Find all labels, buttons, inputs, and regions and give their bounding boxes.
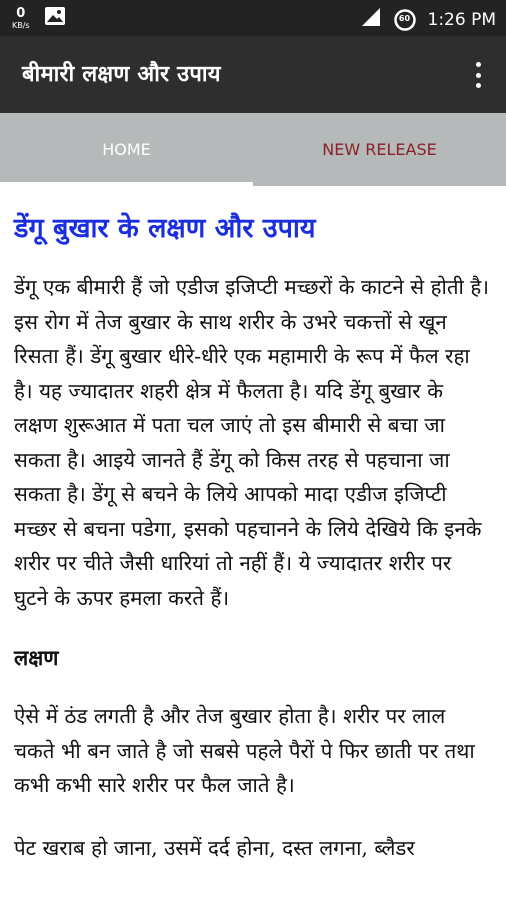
tab-bar — [0, 113, 506, 186]
battery-level-label: 60 — [398, 13, 411, 23]
clock-time: 1:26 PM — [427, 9, 496, 30]
article-title: डेंगू बुखार के लक्षण और उपाय — [14, 213, 316, 244]
article-paragraph: पेट खराब हो जाना, उसमें दर्द होना, दस्त लगना, ब्लैडर — [14, 835, 415, 860]
dot-icon — [476, 62, 481, 67]
status-right-group — [360, 6, 497, 33]
network-speed-indicator — [12, 7, 30, 30]
app-bar — [0, 36, 506, 113]
article-content[interactable] — [0, 186, 506, 900]
network-speed-unit: KB/s — [12, 20, 30, 30]
article-paragraph: डेंगू एक बीमारी हैं जो एडीज इजिप्टी मच्छरों के काटने से होती है। इस रोग में तेज बुखार के साथ शरीर के उभरे चकत्तों से खून रिसता हैं। डेंगू बुखार धीरे-धीरे एक महामारी के रूप में फैल रहा है। यह ज्यादातर शहरी क्षेत्र में फैलता है। यदि डेंगू बुखार के लक्षण शुरूआत में पता चल जाएं तो इस बीमारी से बचा जा सकता है। आइये जानते हैं डेंगू को किस तरह से पहचाना जा सकता है। डेंगू से बचने के लिये आपको मादा एडीज इजिप्टी मच्छर से बचना पडेगा, इसको पहचानने के लिये देखिये कि इनके शरीर पर चीते जैसी धारियां तो नहीं हैं। ये ज्यादातर शरीर पर घुटने के ऊपर हमला करते हैं। — [14, 275, 490, 610]
article-paragraph: ऐसे में ठंड लगती है और तेज बुखार होता है। शरीर पर लाल चकते भी बन जाते है जो सबसे पहले पैरों पे फिर छाती पर तथा कभी कभी सारे शरीर पर फैल जाते है। — [14, 704, 475, 797]
status-bar — [0, 0, 506, 36]
network-speed-value: 0 — [16, 5, 26, 21]
tab-home[interactable]: HOME — [102, 140, 151, 159]
section-heading: लक्षण — [14, 646, 59, 670]
signal-icon — [360, 6, 382, 33]
tab-new-release[interactable]: NEW RELEASE — [322, 140, 437, 159]
app-title: बीमारी लक्षण और उपाय — [22, 62, 221, 87]
image-icon — [44, 6, 66, 30]
dot-icon — [476, 83, 481, 88]
battery-60-icon — [394, 9, 416, 31]
status-left-group — [12, 6, 66, 30]
more-vert-icon[interactable] — [470, 58, 486, 92]
dot-icon — [476, 73, 481, 78]
